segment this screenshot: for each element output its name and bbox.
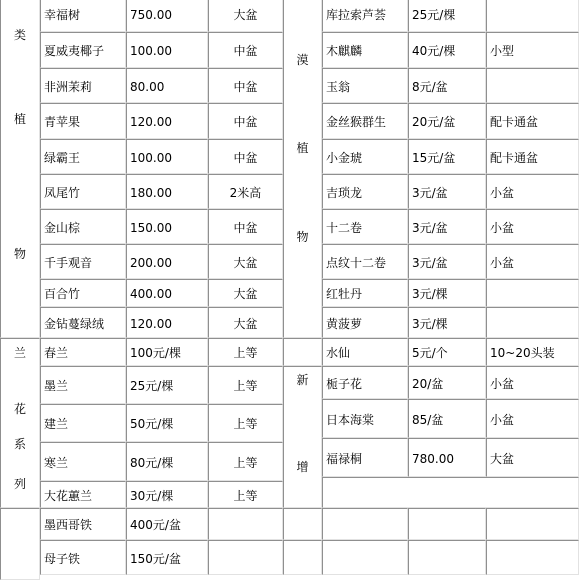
- desert-plant-note: [486, 244, 579, 279]
- plant-price: [126, 0, 208, 32]
- orchid-section-label-char: 花: [13, 402, 26, 416]
- desert-plant-name: [322, 209, 408, 244]
- plant-name-text: 青苹果: [44, 115, 81, 129]
- plant-spec-text: 大盆: [233, 317, 258, 331]
- blank-cell: [322, 477, 579, 508]
- bottom-item-name-text: 母子铁: [44, 552, 81, 566]
- plant-spec-text: 中盆: [233, 44, 258, 58]
- new-item-note: [486, 366, 579, 399]
- blank-cell: [208, 508, 283, 540]
- new-item-name: [322, 438, 408, 477]
- orchid-name: [40, 442, 126, 481]
- blank-cell: [283, 508, 322, 540]
- blank-cell: [283, 338, 322, 366]
- plant-name-text: 幸福树: [44, 8, 81, 22]
- desert-plant-note: [486, 103, 579, 139]
- desert-plant-price: [408, 139, 486, 174]
- orchid-price-text: 100元/棵: [130, 346, 181, 360]
- plant-name-text: 金钻蔓绿绒: [44, 317, 105, 331]
- plant-name: [40, 68, 126, 103]
- orchid-price-text: 30元/棵: [130, 489, 174, 503]
- orchid-grade-text: 上等: [233, 489, 258, 503]
- plant-name: [40, 0, 126, 32]
- section-label-left-char: 植: [13, 112, 26, 126]
- orchid-name: [40, 404, 126, 442]
- new-section-label-char: 新: [296, 373, 309, 387]
- plant-price: [126, 279, 208, 307]
- plant-spec: [208, 103, 283, 139]
- new-item-price-text: 20/盆: [412, 377, 444, 391]
- desert-plant-price-text: 20元/盆: [412, 115, 456, 129]
- desert-plant-name: [322, 244, 408, 279]
- desert-plant-price-text: 3元/棵: [412, 317, 448, 331]
- narcissus-name-text: 水仙: [326, 346, 351, 360]
- blank-cell: [486, 540, 579, 575]
- new-item-price-text: 780.00: [412, 452, 454, 466]
- orchid-grade: [208, 481, 283, 508]
- plant-price-text: 400.00: [130, 287, 172, 301]
- plant-price: [126, 307, 208, 338]
- new-item-note: [486, 438, 579, 477]
- desert-plant-note: [486, 68, 579, 103]
- plant-spec: [208, 307, 283, 338]
- plant-spec: [208, 209, 283, 244]
- orchid-grade-text: 上等: [233, 456, 258, 470]
- desert-plant-note: [486, 307, 579, 338]
- new-section-label-char: 增: [296, 460, 309, 474]
- orchid-grade-text: 上等: [233, 346, 258, 360]
- plant-price: [126, 139, 208, 174]
- desert-plant-price: [408, 209, 486, 244]
- plant-name-text: 夏威夷椰子: [44, 44, 105, 58]
- bottom-item-name: [40, 540, 126, 575]
- orchid-grade-text: 上等: [233, 379, 258, 393]
- blank-cell: [283, 540, 322, 575]
- orchid-price: [126, 442, 208, 481]
- orchid-grade: [208, 366, 283, 404]
- orchid-name-text: 墨兰: [44, 379, 69, 393]
- bottom-item-price-text: 400元/盆: [130, 518, 181, 532]
- bottom-item-name: [40, 508, 126, 540]
- desert-plant-name: [322, 68, 408, 103]
- plant-name-text: 金山棕: [44, 221, 81, 235]
- narcissus-price-text: 5元/个: [412, 346, 448, 360]
- plant-price: [126, 32, 208, 68]
- new-item-price: [408, 399, 486, 438]
- bottom-item-price: [126, 508, 208, 540]
- desert-plant-name-text: 吉琐龙: [326, 186, 363, 200]
- section-label-left: [0, 0, 40, 338]
- plant-spec-text: 2米高: [229, 186, 262, 200]
- new-item-name-text: 栀子花: [326, 377, 363, 391]
- desert-plant-price-text: 15元/盆: [412, 151, 456, 165]
- desert-plant-price-text: 3元/盆: [412, 256, 448, 270]
- plant-spec-text: 中盆: [233, 80, 258, 94]
- desert-plant-price: [408, 244, 486, 279]
- blank-cell: [0, 508, 40, 580]
- plant-spec-text: 中盆: [233, 115, 258, 129]
- desert-plant-name: [322, 0, 408, 32]
- section-label-desert: [283, 0, 322, 338]
- plant-price: [126, 68, 208, 103]
- orchid-section-label: [0, 338, 40, 508]
- desert-plant-price: [408, 174, 486, 209]
- desert-plant-price-text: 3元/棵: [412, 287, 448, 301]
- orchid-price-text: 80元/棵: [130, 456, 174, 470]
- plant-spec: [208, 279, 283, 307]
- blank-cell: [408, 508, 486, 540]
- desert-plant-price-text: 3元/盆: [412, 186, 448, 200]
- plant-spec: [208, 32, 283, 68]
- orchid-name-text: 春兰: [44, 346, 69, 360]
- orchid-grade-text: 上等: [233, 417, 258, 431]
- desert-plant-name-text: 库拉索芦荟: [326, 8, 387, 22]
- plant-name: [40, 307, 126, 338]
- plant-name-text: 绿霸王: [44, 151, 81, 165]
- new-item-note-text: 小盆: [490, 377, 515, 391]
- plant-price-text: 180.00: [130, 186, 172, 200]
- desert-plant-name: [322, 174, 408, 209]
- plant-name: [40, 139, 126, 174]
- plant-name: [40, 32, 126, 68]
- orchid-price: [126, 404, 208, 442]
- desert-plant-price: [408, 68, 486, 103]
- bottom-item-price-text: 150元/盆: [130, 552, 181, 566]
- orchid-grade: [208, 442, 283, 481]
- orchid-section-label-char: 列: [13, 477, 26, 491]
- plant-spec-text: 大盆: [233, 287, 258, 301]
- desert-plant-price-text: 3元/盆: [412, 221, 448, 235]
- desert-plant-note-text: 小盆: [490, 256, 515, 270]
- orchid-name: [40, 481, 126, 508]
- plant-spec-text: 中盆: [233, 221, 258, 235]
- plant-price-text: 100.00: [130, 44, 172, 58]
- orchid-section-label-char: 兰: [13, 346, 26, 360]
- desert-plant-name-text: 玉翁: [326, 80, 351, 94]
- orchid-price: [126, 481, 208, 508]
- plant-price-text: 120.00: [130, 115, 172, 129]
- plant-name: [40, 209, 126, 244]
- desert-plant-name-text: 小金琥: [326, 151, 363, 165]
- desert-plant-name-text: 金丝猴群生: [326, 115, 387, 129]
- new-item-name-text: 福禄桐: [326, 452, 363, 466]
- plant-spec: [208, 174, 283, 209]
- orchid-grade: [208, 338, 283, 366]
- desert-plant-price-text: 40元/棵: [412, 44, 456, 58]
- plant-price: [126, 244, 208, 279]
- desert-plant-price-text: 8元/盆: [412, 80, 448, 94]
- desert-plant-name-text: 点纹十二卷: [326, 256, 387, 270]
- desert-plant-note: [486, 209, 579, 244]
- desert-plant-price: [408, 103, 486, 139]
- desert-plant-name: [322, 139, 408, 174]
- desert-plant-price: [408, 32, 486, 68]
- new-item-price: [408, 366, 486, 399]
- desert-plant-note: [486, 279, 579, 307]
- plant-price: [126, 174, 208, 209]
- plant-name: [40, 103, 126, 139]
- desert-plant-name-text: 木麒麟: [326, 44, 363, 58]
- new-item-name: [322, 399, 408, 438]
- new-item-price: [408, 438, 486, 477]
- new-section-label: [283, 366, 322, 508]
- desert-plant-note: [486, 174, 579, 209]
- plant-spec: [208, 0, 283, 32]
- narcissus-price: [408, 338, 486, 366]
- desert-plant-note-text: 配卡通盆: [490, 115, 539, 129]
- plant-price-text: 150.00: [130, 221, 172, 235]
- blank-cell: [408, 540, 486, 575]
- orchid-name-text: 大花蕙兰: [44, 489, 93, 503]
- new-item-price-text: 85/盆: [412, 413, 444, 427]
- desert-plant-name: [322, 32, 408, 68]
- orchid-price-text: 25元/棵: [130, 379, 174, 393]
- orchid-price-text: 50元/棵: [130, 417, 174, 431]
- orchid-name: [40, 338, 126, 366]
- narcissus-name: [322, 338, 408, 366]
- desert-plant-name-text: 红牡丹: [326, 287, 363, 301]
- new-item-note-text: 大盆: [490, 452, 515, 466]
- desert-plant-note: [486, 139, 579, 174]
- orchid-name: [40, 366, 126, 404]
- desert-plant-note: [486, 0, 579, 32]
- desert-plant-note: [486, 32, 579, 68]
- section-label-left-char: 类: [13, 28, 26, 42]
- plant-name-text: 凤尾竹: [44, 186, 81, 200]
- new-item-name-text: 日本海棠: [326, 413, 375, 427]
- blank-cell: [322, 508, 408, 540]
- section-label-desert-char: 物: [296, 230, 309, 244]
- orchid-grade: [208, 404, 283, 442]
- orchid-name-text: 建兰: [44, 417, 69, 431]
- blank-cell: [486, 508, 579, 540]
- desert-plant-name-text: 黄菠萝: [326, 317, 363, 331]
- desert-plant-name: [322, 279, 408, 307]
- plant-price: [126, 103, 208, 139]
- plant-name-text: 百合竹: [44, 287, 81, 301]
- bottom-item-price: [126, 540, 208, 575]
- bottom-item-name-text: 墨西哥铁: [44, 518, 93, 532]
- plant-spec: [208, 244, 283, 279]
- plant-price: [126, 209, 208, 244]
- desert-plant-name-text: 十二卷: [326, 221, 363, 235]
- plant-spec-text: 中盆: [233, 151, 258, 165]
- section-label-left-char: 物: [13, 247, 26, 261]
- new-item-name: [322, 366, 408, 399]
- desert-plant-note-text: 小型: [490, 44, 515, 58]
- desert-plant-price: [408, 279, 486, 307]
- desert-plant-note-text: 小盆: [490, 186, 515, 200]
- section-label-desert-char: 植: [296, 141, 309, 155]
- desert-plant-note-text: 小盆: [490, 221, 515, 235]
- narcissus-note-text: 10~20头装: [490, 346, 555, 360]
- plant-name-text: 千手观音: [44, 256, 93, 270]
- orchid-section-label-char: 系: [13, 437, 26, 451]
- plant-spec: [208, 68, 283, 103]
- orchid-name-text: 寒兰: [44, 456, 69, 470]
- plant-price-text: 750.00: [130, 8, 172, 22]
- section-label-desert-char: 漠: [296, 53, 309, 67]
- plant-price-text: 120.00: [130, 317, 172, 331]
- orchid-price: [126, 366, 208, 404]
- blank-cell: [322, 540, 408, 575]
- orchid-price: [126, 338, 208, 366]
- plant-name: [40, 244, 126, 279]
- plant-price-text: 200.00: [130, 256, 172, 270]
- desert-plant-name: [322, 307, 408, 338]
- plant-spec-text: 大盆: [233, 256, 258, 270]
- plant-price-text: 80.00: [130, 80, 165, 94]
- plant-name: [40, 279, 126, 307]
- plant-price-text: 100.00: [130, 151, 172, 165]
- plant-name-text: 非洲茉莉: [44, 80, 93, 94]
- desert-plant-note-text: 配卡通盆: [490, 151, 539, 165]
- plant-spec-text: 大盆: [233, 8, 258, 22]
- desert-plant-price-text: 25元/棵: [412, 8, 456, 22]
- new-item-note: [486, 399, 579, 438]
- new-item-note-text: 小盆: [490, 413, 515, 427]
- plant-name: [40, 174, 126, 209]
- narcissus-note: [486, 338, 579, 366]
- desert-plant-name: [322, 103, 408, 139]
- desert-plant-price: [408, 0, 486, 32]
- plant-spec: [208, 139, 283, 174]
- blank-cell: [208, 540, 283, 575]
- desert-plant-price: [408, 307, 486, 338]
